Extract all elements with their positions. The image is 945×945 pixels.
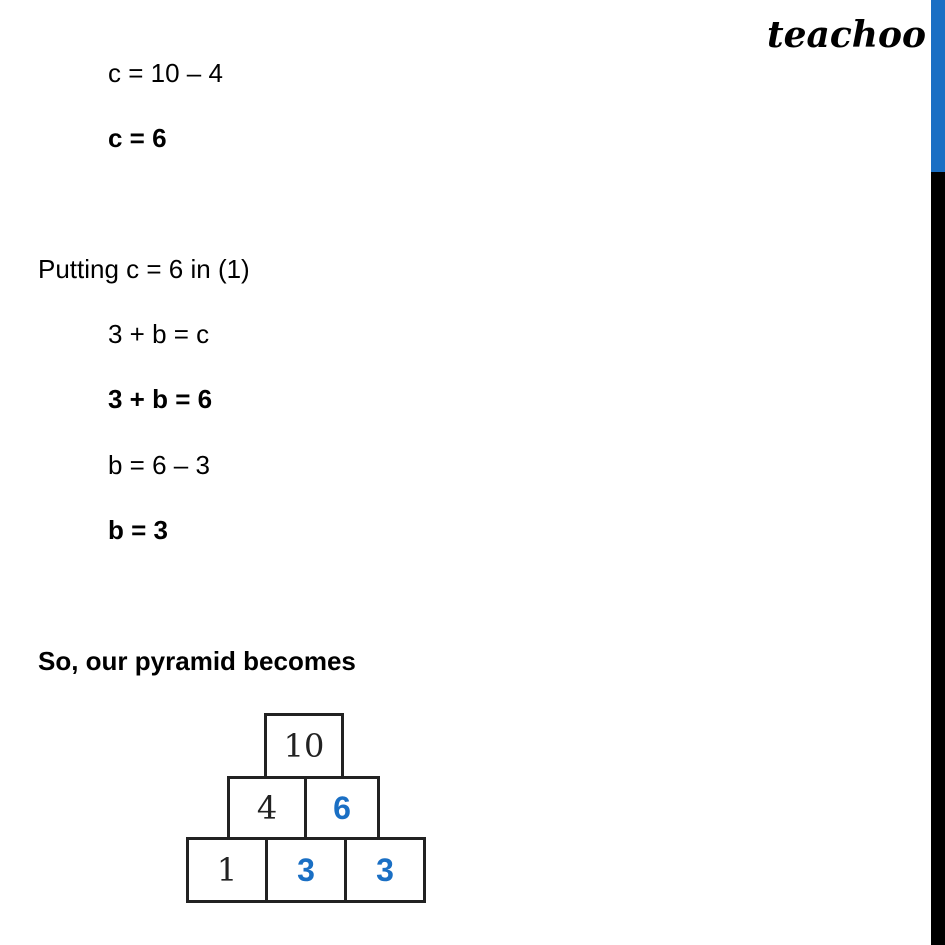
step-c-result: c = 6 — [108, 123, 167, 153]
step-substitute: Putting c = 6 in (1) — [38, 254, 250, 284]
pyramid-cell-middle-left: 4 — [227, 776, 307, 840]
sidebar-accent-bar — [931, 0, 945, 172]
teachoo-logo: teachoo — [767, 14, 926, 56]
pyramid-cell-bottom-right: 3 — [344, 837, 426, 903]
sidebar-dark-bar — [931, 172, 945, 945]
pyramid-cell-bottom-left: 1 — [186, 837, 268, 903]
pyramid-heading: So, our pyramid becomes — [38, 646, 356, 676]
step-equation-1: 3 + b = c — [108, 319, 210, 349]
pyramid-cell-middle-right: 6 — [304, 776, 380, 840]
step-c-equation: c = 10 – 4 — [108, 58, 223, 88]
pyramid-cell-bottom-middle: 3 — [265, 837, 347, 903]
pyramid-cell-top: 10 — [264, 713, 344, 779]
step-b-equation: b = 6 – 3 — [108, 450, 210, 480]
step-b-result: b = 3 — [108, 515, 168, 545]
step-equation-2: 3 + b = 6 — [108, 384, 213, 414]
